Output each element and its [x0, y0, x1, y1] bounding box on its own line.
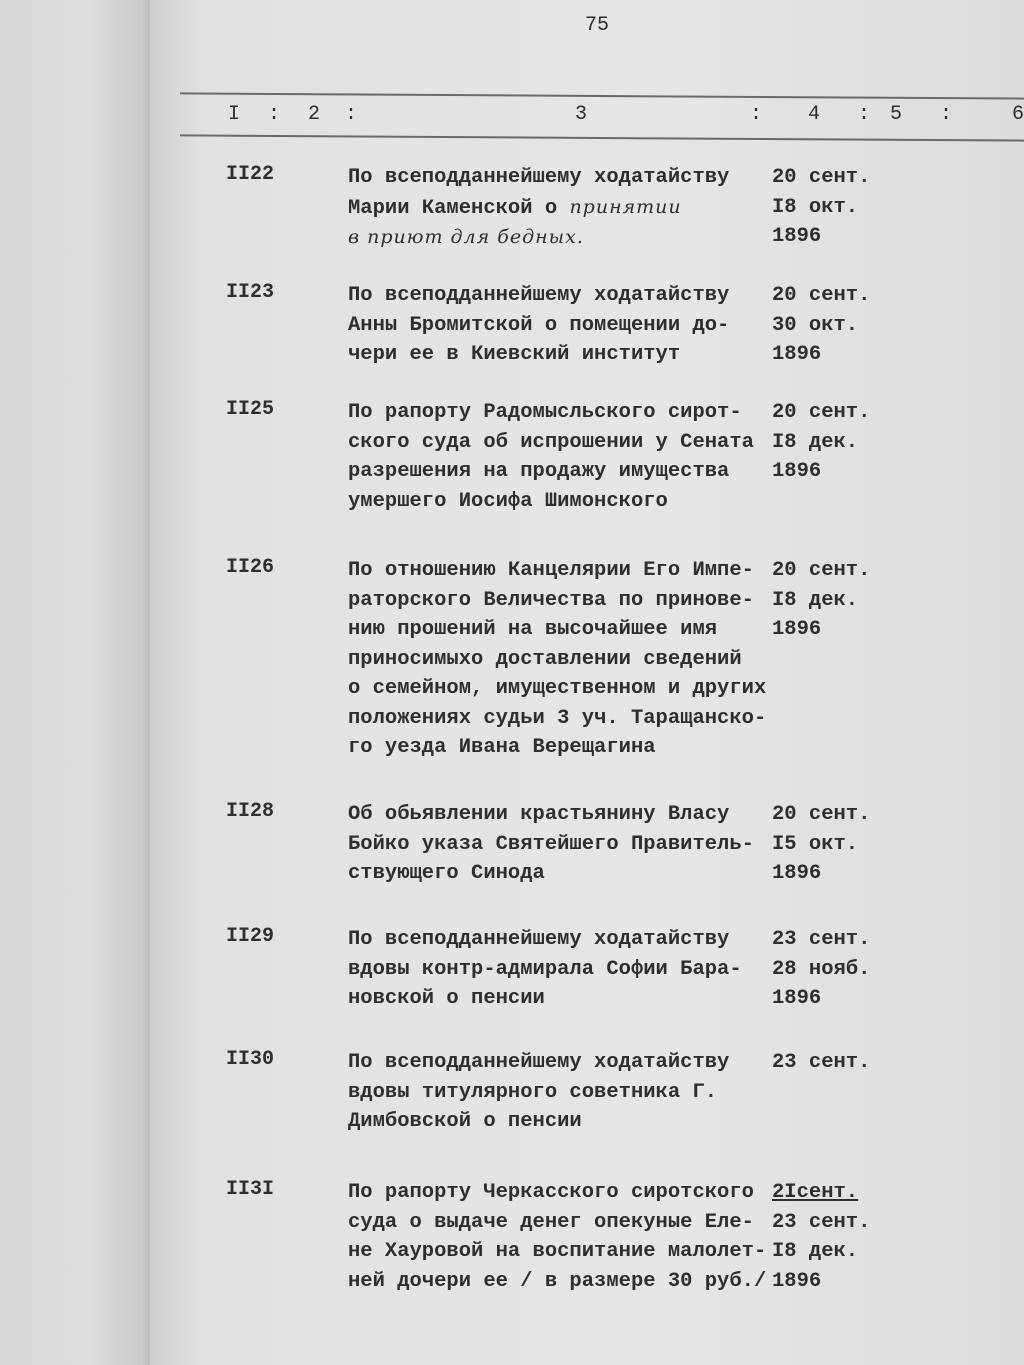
description-line — [348, 223, 729, 254]
date-line: 1896 — [772, 987, 822, 1010]
description-line — [348, 615, 766, 645]
entry-description — [348, 556, 766, 763]
description-line — [348, 1237, 766, 1267]
date-line: I8 дек. — [772, 430, 859, 454]
date-line: 1896 — [772, 862, 822, 885]
typed-text: го уезда Ивана Верещагина — [348, 736, 656, 759]
description-line — [348, 1078, 729, 1108]
entry-dates — [772, 556, 870, 645]
entry-dates — [772, 1178, 870, 1296]
description-line — [348, 193, 729, 224]
typed-text: По рапорту Черкасского сиротского — [348, 1181, 754, 1204]
date-line: 23 сент. — [772, 1210, 871, 1234]
typed-text: Анны Бромитской о помещении до- — [348, 313, 730, 337]
description-line — [348, 281, 729, 311]
date-line: 1896 — [772, 225, 822, 248]
description-line — [348, 1048, 729, 1078]
date-line: 1896 — [772, 343, 822, 366]
description-line — [348, 984, 742, 1014]
typed-text: Об обьявлении крастьянину Власу — [348, 803, 730, 826]
entry-number: II30 — [226, 1048, 275, 1071]
typed-text: По рапорту Радомысльского сирот- — [348, 401, 742, 424]
date-line: I5 окт. — [772, 832, 859, 856]
date-line: 20 сент. — [772, 559, 871, 582]
typed-text: Бойко указа Святейшего Правитель- — [348, 832, 754, 856]
description-line — [348, 457, 754, 487]
typed-text: о семейном, имущественном и других — [348, 677, 767, 700]
description-line — [348, 556, 766, 586]
column-header: 6 — [1012, 103, 1024, 126]
date-line: I8 дек. — [772, 588, 859, 612]
entry-number: II25 — [226, 398, 275, 421]
typed-text: Марии Каменской о — [348, 196, 570, 220]
date-line: 20 сент. — [772, 284, 871, 307]
typed-text: По всеподданнейшему ходатайству — [348, 1051, 730, 1074]
handwritten-text: принятии — [569, 195, 682, 218]
entry-description — [348, 1048, 729, 1137]
handwritten-text: в приют для бедных. — [348, 226, 584, 248]
typed-text: По всеподданнейшему ходатайству — [348, 166, 730, 189]
page-number: 75 — [585, 14, 610, 37]
date-line: 1896 — [772, 1269, 822, 1293]
entry-description — [348, 281, 729, 370]
description-line — [348, 859, 754, 889]
description-line — [348, 398, 754, 428]
column-header: 3 — [575, 103, 588, 126]
typed-text: раторского Величества по принове- — [348, 588, 754, 612]
facing-page-edge — [0, 0, 150, 1365]
description-line — [348, 925, 742, 955]
description-line — [348, 800, 754, 830]
typed-text: положениях судьи 3 уч. Таращанско- — [348, 706, 767, 730]
description-line — [348, 428, 754, 458]
description-line — [348, 1267, 766, 1297]
description-line — [348, 163, 729, 193]
date-line: 1896 — [772, 618, 822, 641]
date-line: 23 сент. — [772, 1051, 871, 1074]
date-line: 23 сент. — [772, 928, 871, 951]
entry-description — [348, 925, 742, 1014]
typed-text: новской о пенсии — [348, 987, 545, 1010]
typed-text: разрешения на продажу имущества — [348, 460, 730, 483]
date-line: 30 окт. — [772, 313, 859, 337]
description-line — [348, 1178, 766, 1208]
entry-number: II23 — [226, 281, 275, 304]
entry-description — [348, 398, 754, 516]
entry-number: II26 — [226, 556, 275, 579]
column-separator: : — [940, 103, 953, 126]
typed-text: ней дочери ее / в размере 30 руб./ — [348, 1269, 767, 1293]
description-line — [348, 586, 766, 616]
entry-dates — [772, 163, 870, 252]
typed-text: умершего Иосифа Шимонского — [348, 489, 668, 513]
date-line: 20 сент. — [772, 401, 871, 424]
typed-text: ского суда об испрошении у Сената — [348, 430, 754, 454]
entry-description — [348, 800, 754, 889]
typed-text: не Хауровой на воспитание малолет- — [348, 1240, 767, 1263]
typed-text: суда о выдаче денег опекуные Еле- — [348, 1210, 754, 1234]
date-line: I8 окт. — [772, 195, 859, 219]
typed-text: По всеподданнейшему ходатайству — [348, 928, 730, 951]
description-line — [348, 1107, 729, 1137]
description-line — [348, 311, 729, 341]
entry-dates — [772, 800, 870, 889]
typed-text: По всеподданнейшему ходатайству — [348, 284, 730, 307]
date-line: 20 сент. — [772, 803, 871, 826]
typed-text: ствующего Синода — [348, 862, 545, 885]
entry-dates — [772, 281, 870, 370]
typed-text: Димбовской о пенсии — [348, 1110, 582, 1133]
typed-text: вдовы титулярного советника Г. — [348, 1080, 718, 1104]
description-line — [348, 1208, 766, 1238]
column-separator: : — [858, 103, 871, 126]
description-line — [348, 487, 754, 517]
date-line: I8 дек. — [772, 1240, 859, 1263]
typed-text: нию прошений на высочайшее имя — [348, 618, 718, 641]
date-line: 2Iсент. — [772, 1181, 859, 1204]
entry-description — [348, 1178, 766, 1296]
date-line: 28 нояб. — [772, 957, 871, 981]
description-line — [348, 704, 766, 734]
description-line — [348, 674, 766, 704]
column-separator: : — [750, 103, 763, 126]
typed-text: приносимыхо доставлении сведений — [348, 647, 742, 671]
date-line: 20 сент. — [772, 166, 871, 189]
column-header: 2 — [308, 103, 321, 126]
column-separator: : — [345, 103, 358, 126]
column-header: 5 — [890, 103, 903, 126]
column-header: I — [228, 103, 241, 126]
entry-dates — [772, 1048, 870, 1078]
description-line — [348, 733, 766, 763]
typed-text: вдовы контр-адмирала Софии Бара- — [348, 957, 742, 981]
description-line — [348, 340, 729, 370]
typed-text: чери ее в Киевский институт — [348, 343, 681, 366]
date-line: 1896 — [772, 460, 822, 483]
entry-dates — [772, 925, 870, 1014]
entry-number: II28 — [226, 800, 275, 823]
entry-dates — [772, 398, 870, 487]
entry-number: II29 — [226, 925, 275, 948]
column-separator: : — [268, 103, 281, 126]
entry-number: II3I — [226, 1178, 275, 1201]
entry-description — [348, 163, 729, 254]
column-header: 4 — [808, 103, 821, 126]
description-line — [348, 830, 754, 860]
description-line — [348, 955, 742, 985]
entry-number: II22 — [226, 163, 275, 186]
typed-text: По отношению Канцелярии Его Импе- — [348, 559, 754, 582]
description-line — [348, 645, 766, 675]
